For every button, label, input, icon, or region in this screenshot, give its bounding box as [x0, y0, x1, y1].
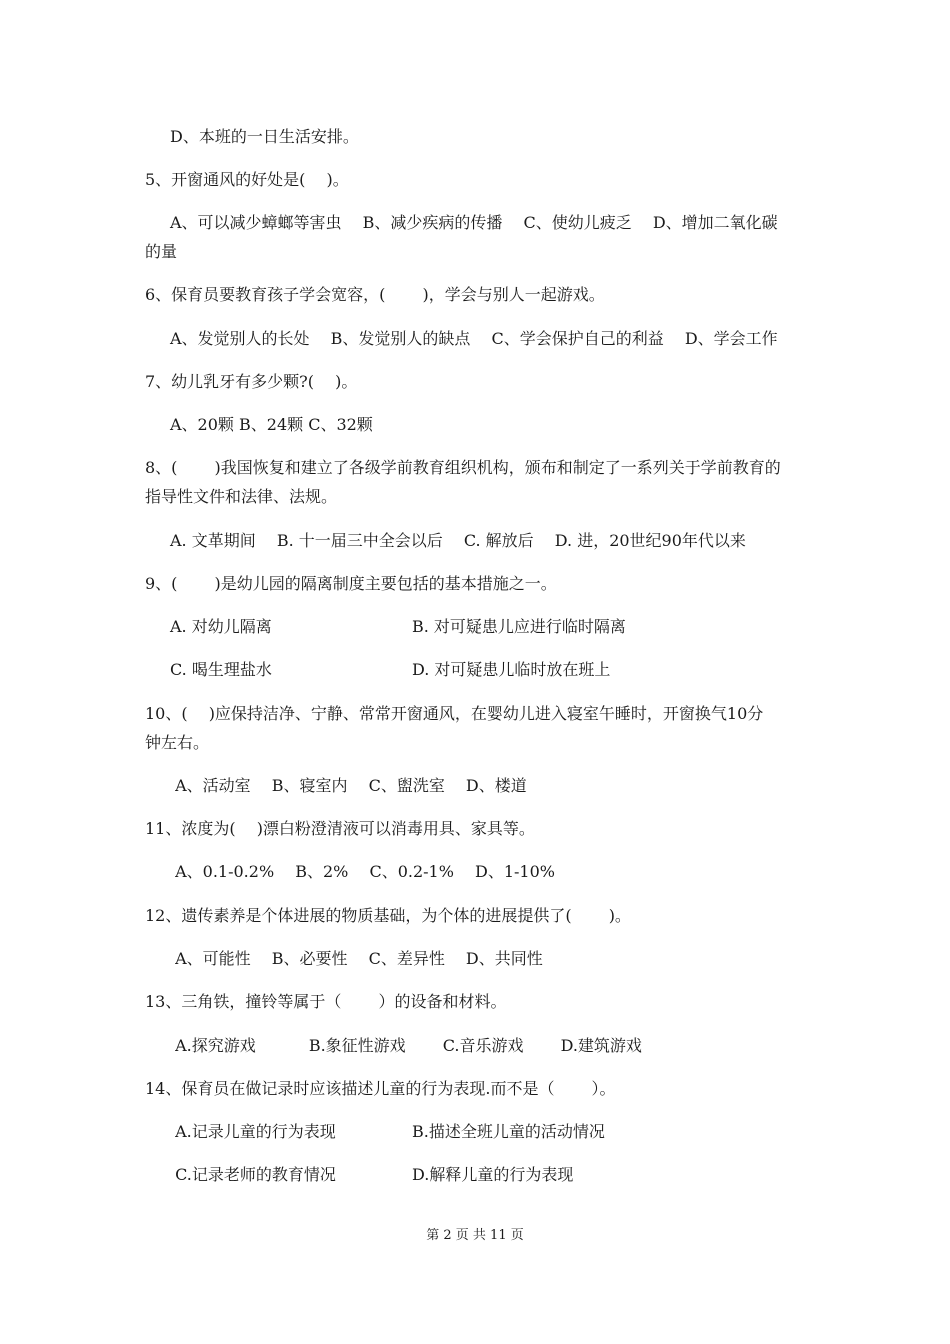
question-7-options: A、20颗 B、24颗 C、32颗	[170, 415, 373, 434]
question-9-option-c: C. 喝生理盐水	[170, 660, 272, 679]
question-10: 10、( )应保持洁净、宁静、常常开窗通风，在婴幼儿进入寝室午睡时，开窗换气10分	[145, 704, 764, 723]
question-13: 13、三角铁，撞铃等属于（ ）的设备和材料。	[145, 992, 507, 1011]
question-10-options: A、活动室 B、寝室内 C、盥洗室 D、楼道	[170, 776, 527, 795]
question-9-option-b: B. 对可疑患儿应进行临时隔离	[412, 617, 626, 636]
question-12-options: A、可能性 B、必要性 C、差异性 D、共同性	[170, 949, 543, 968]
question-5: 5、开窗通风的好处是( )。	[145, 170, 349, 189]
question-10-cont: 钟左右。	[145, 733, 210, 752]
question-9-option-a: A. 对幼儿隔离	[170, 617, 272, 636]
question-13-options: A.探究游戏 B.象征性游戏 C.音乐游戏 D.建筑游戏	[170, 1036, 642, 1055]
option-line: D、本班的一日生活安排。	[170, 127, 359, 146]
page-footer: 第 2 页 共 11 页	[426, 1228, 524, 1243]
question-14-option-c: C.记录老师的教育情况	[170, 1165, 336, 1184]
question-14-option-d: D.解释儿童的行为表现	[412, 1165, 574, 1184]
question-8: 8、( )我国恢复和建立了各级学前教育组织机构，颁布和制定了一系列关于学前教育的	[145, 458, 781, 477]
question-9-option-d: D. 对可疑患儿临时放在班上	[412, 660, 611, 679]
question-5-options: A、可以减少蟑螂等害虫 B、减少疾病的传播 C、使幼儿疲乏 D、增加二氧化碳	[170, 213, 778, 232]
question-8-options: A. 文革期间 B. 十一届三中全会以后 C. 解放后 D. 进，20世纪90年代以来	[170, 531, 746, 550]
question-6-options: A、发觉别人的长处 B、发觉别人的缺点 C、学会保护自己的利益 D、学会工作	[170, 329, 778, 348]
question-7: 7、幼儿乳牙有多少颗?( )。	[145, 372, 358, 391]
question-11: 11、浓度为( )漂白粉澄清液可以消毒用具、家具等。	[145, 819, 535, 838]
question-14-option-a: A.记录儿童的行为表现	[170, 1122, 336, 1141]
question-5-options-cont: 的量	[145, 242, 178, 261]
question-11-options: A、0.1-0.2% B、2% C、0.2-1% D、1-10%	[170, 862, 555, 881]
question-14-option-b: B.描述全班儿童的活动情况	[412, 1122, 605, 1141]
question-6: 6、保育员要教育孩子学会宽容，( )，学会与别人一起游戏。	[145, 285, 605, 304]
question-14: 14、保育员在做记录时应该描述儿童的行为表现.而不是（ ）。	[145, 1079, 616, 1098]
question-8-cont: 指导性文件和法律、法规。	[145, 487, 338, 506]
question-12: 12、遗传素养是个体进展的物质基础，为个体的进展提供了( )。	[145, 906, 631, 925]
question-9: 9、( )是幼儿园的隔离制度主要包括的基本措施之一。	[145, 574, 557, 593]
